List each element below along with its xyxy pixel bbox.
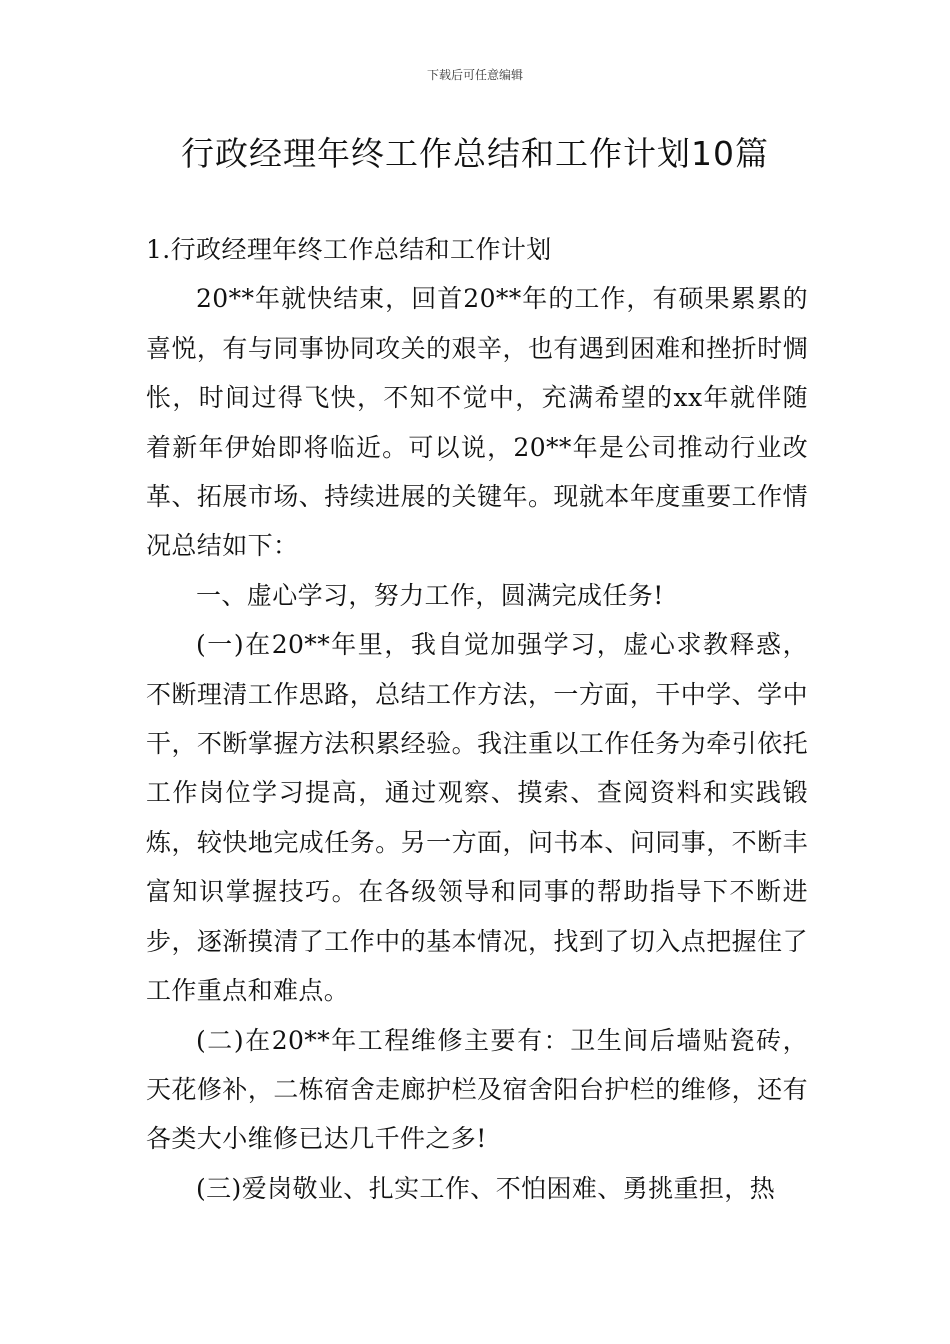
- paragraph-item-three: (三)爱岗敬业、扎实工作、不怕困难、勇挑重担，热: [196, 1173, 776, 1203]
- header-note: 下载后可任意编辑: [426, 68, 523, 82]
- document-title: 行政经理年终工作总结和工作计划10篇: [181, 134, 769, 173]
- paragraph-heading-one: 一、虚心学习，努力工作，圆满完成任务!: [196, 580, 664, 610]
- paragraph-item-two: (二)在20**年工程维修主要有：卫生间后墙贴瓷砖，天花修补，二栋宿舍走廊护栏及宿舍阳台护栏的维修，还有各类大小维修已达几千件之多!: [146, 1025, 808, 1154]
- document-body: [146, 225, 808, 1213]
- paragraph-intro: 20**年就快结束，回首20**年的工作，有硕果累累的喜悦，有与同事协同攻关的艰辛，也有遇到困难和挫折时惆怅，时间过得飞快，不知不觉中，充满希望的xx年就伴随着新年伊始即将临近。可以说，20**年是公司推动行业改革、拓展市场、持续进展的关键年。现就本年度重要工作情况总结如下：: [146, 284, 808, 561]
- paragraph-item-one: (一)在20**年里，我自觉加强学习，虚心求教释惑，不断理清工作思路，总结工作方法，一方面，干中学、学中干，不断掌握方法积累经验。我注重以工作任务为牵引依托工作岗位学习提高，通过观察、摸索、查阅资料和实践锻炼，较快地完成任务。另一方面，问书本、问同事，不断丰富知识掌握技巧。在各级领导和同事的帮助指导下不断进步，逐渐摸清了工作中的基本情况，找到了切入点把握住了工作重点和难点。: [146, 630, 808, 1006]
- section-heading: 1.行政经理年终工作总结和工作计划: [146, 235, 552, 264]
